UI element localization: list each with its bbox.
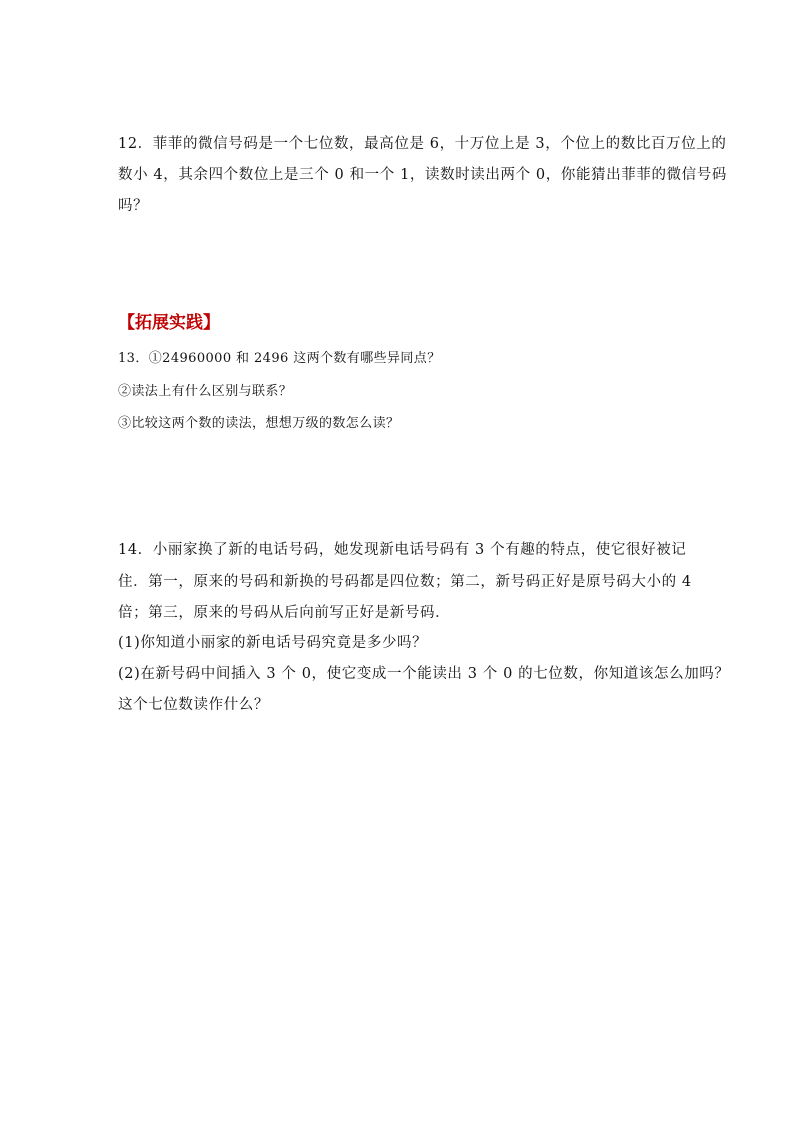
q12-line-2: 数小 4，其余四个数位上是三个 0 和一个 1，读数时读出两个 0，你能猜出菲菲的微信号码	[118, 167, 727, 183]
q13-line-2: ②读法上有什么区别与联系？	[118, 384, 293, 399]
q14-line-2: 住．第一，原来的号码和新换的号码都是四位数；第二，新号码正好是原号码大小的 4	[118, 574, 692, 590]
q13-line-3: ③比较这两个数的读法，想想万级的数怎么读？	[118, 416, 400, 431]
q14-line-6: 这个七位数读作什么？	[118, 697, 269, 713]
q13-line-1: 13．①24960000 和 2496 这两个数有哪些异同点？	[118, 351, 441, 366]
q12-line-3: 吗？	[118, 198, 149, 214]
q12-line-1: 12．菲菲的微信号码是一个七位数，最高位是 6，十万位上是 3，个位上的数比百万位上的	[118, 136, 727, 152]
section-title-extension-practice: 【拓展实践】	[118, 313, 220, 333]
q14-line-3: 倍；第三，原来的号码从后向前写正好是新号码．	[118, 605, 451, 621]
q14-line-4: (1)你知道小丽家的新电话号码究竟是多少吗？	[118, 635, 428, 651]
q14-line-1: 14．小丽家换了新的电话号码，她发现新电话号码有 3 个有趣的特点，使它很好被记	[118, 542, 687, 558]
q14-line-5: (2)在新号码中间插入 3 个 0，使它变成一个能读出 3 个 0 的七位数，你知道该怎么加吗？	[118, 666, 730, 682]
